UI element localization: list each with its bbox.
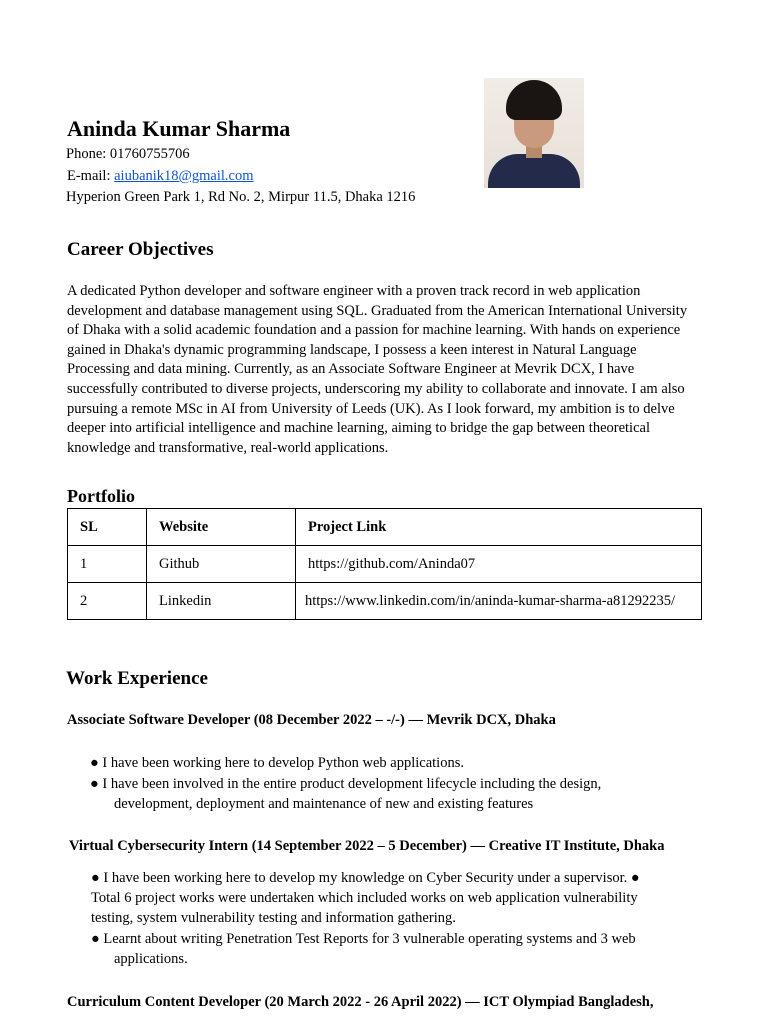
column-header: Website [147, 509, 296, 546]
career-objectives-heading: Career Objectives [67, 239, 214, 260]
email-label: E-mail: [67, 168, 115, 184]
column-header: SL [68, 509, 147, 546]
portfolio-heading: Portfolio [67, 486, 135, 506]
table-cell: 1 [68, 546, 147, 583]
job-bullet: ● I have been working here to develop Python web applications. [90, 755, 464, 771]
job-title: Virtual Cybersecurity Intern (14 September 2022 – 5 December) — Creative IT Institute, Dhaka [69, 838, 665, 854]
table-cell: Github [147, 546, 296, 583]
job-bullet: applications. [114, 951, 188, 967]
work-experience-heading: Work Experience [66, 668, 208, 689]
job-bullet: ● I have been working here to develop my knowledge on Cyber Security under a supervisor. ● [91, 870, 640, 886]
job-bullet: Total 6 project works were undertaken which included works on web application vulnerability [91, 890, 638, 906]
table-row [68, 583, 702, 620]
table-cell: 2 [68, 583, 147, 620]
job-bullet: development, deployment and maintenance of new and existing features [114, 796, 534, 812]
candidate-name: Aninda Kumar Sharma [67, 116, 291, 141]
column-header: Project Link [296, 509, 702, 546]
phone-line: Phone: 01760755706 [66, 146, 190, 162]
email-link[interactable]: aiubanik18@gmail.com [114, 168, 254, 184]
profile-photo [484, 78, 584, 188]
job-title: Curriculum Content Developer (20 March 2022 - 26 April 2022) — ICT Olympiad Bangladesh, [67, 994, 654, 1010]
table-cell: https://github.com/Aninda07 [296, 546, 702, 583]
job-bullet: ● Learnt about writing Penetration Test Reports for 3 vulnerable operating systems and 3 web [91, 931, 636, 947]
address-line: Hyperion Green Park 1, Rd No. 2, Mirpur 11.5, Dhaka 1216 [66, 189, 416, 205]
portfolio-table [67, 508, 702, 620]
job-bullet: testing, system vulnerability testing and information gathering. [91, 910, 456, 926]
table-header-row [68, 509, 702, 546]
email-line [67, 168, 254, 185]
job-title: Associate Software Developer (08 December 2022 – -/-) — Mevrik DCX, Dhaka [67, 712, 556, 728]
table-row [68, 546, 702, 583]
career-objectives-text: A dedicated Python developer and software engineer with a proven track record in web application development and database management using SQL. Graduated from the American International University of Dhaka with a solid academic foundation and a passion for machine learning. With hands on experience gained in Dhaka's dynamic programming landscape, I possess a keen interest in Natural Language Processing and data mining. Currently, as an Associate Software Engineer at Mevrik DCX, I have successfully contributed to diverse projects, underscoring my ability to collaborate and innovate. I am also pursuing a remote MSc in AI from University of Leeds (UK). As I look forward, my ambition is to delve deeper into artificial intelligence and machine learning, aiming to bridge the gap between theoretical knowledge and transformative, real-world applications. [67, 283, 688, 456]
job-bullet: ● I have been involved in the entire product development lifecycle including the design, [90, 776, 602, 792]
table-cell: Linkedin [147, 583, 296, 620]
table-cell: https://www.linkedin.com/in/aninda-kumar-sharma-a81292235/ [296, 583, 702, 620]
